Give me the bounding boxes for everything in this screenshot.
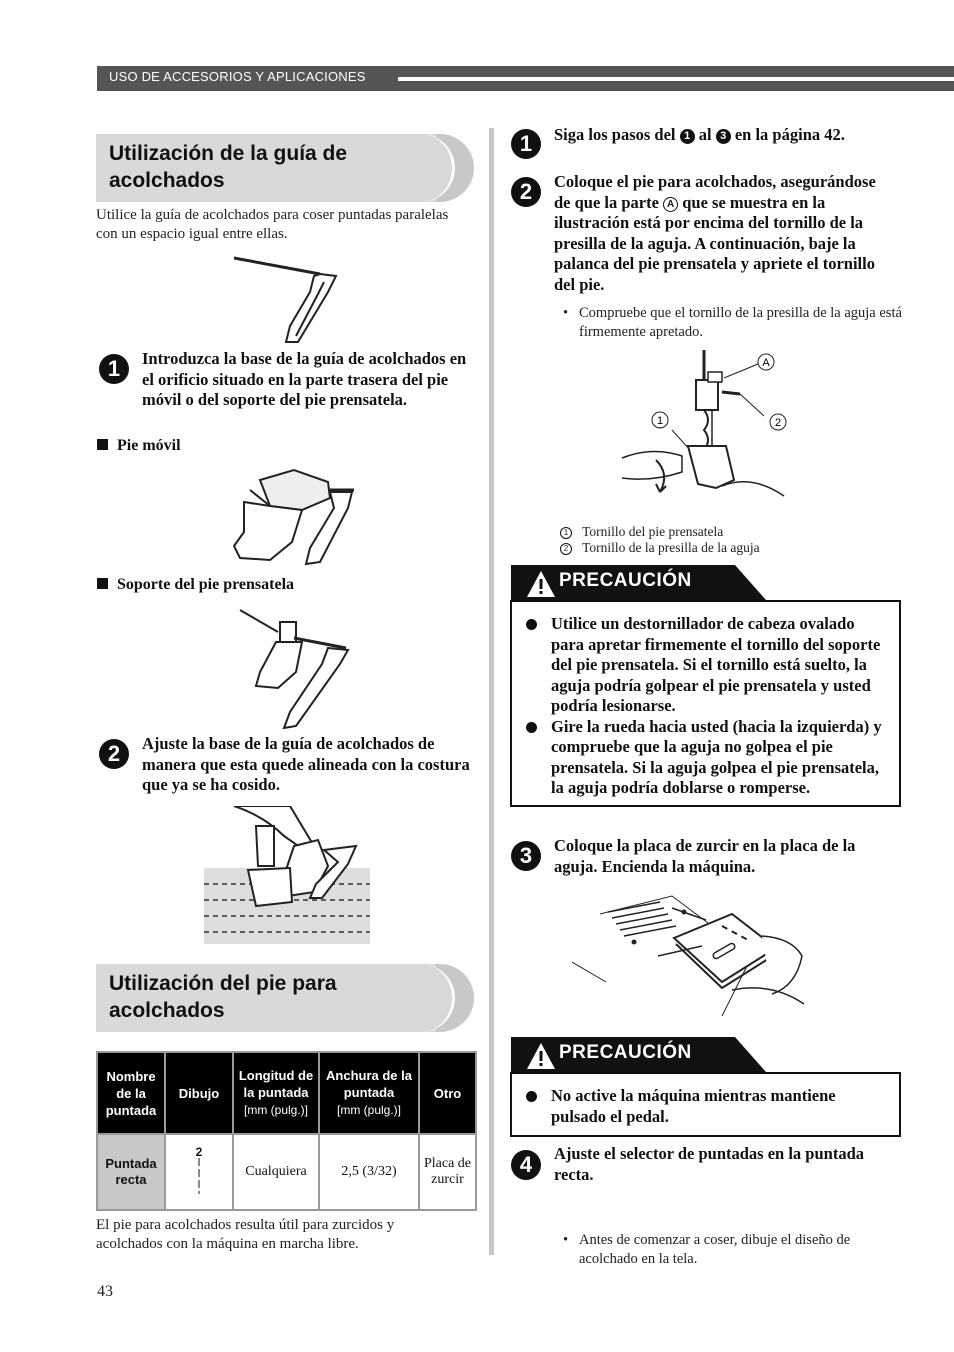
section-title: Utilización de la guía de acolchados: [109, 142, 348, 192]
step-ref-3-icon: 3: [716, 129, 731, 144]
walking-foot-illustration: [210, 462, 360, 570]
callout-2: 2: [774, 417, 782, 429]
stitch-table: [96, 1051, 477, 1211]
legend-item-1: 1 Tornillo del pie prensatela: [560, 524, 760, 540]
section-title: Utilización del pie para acolchados: [109, 972, 337, 1022]
section2-outro: El pie para acolchados resulta útil para zurcidos y acolchados con la máquina en marcha libre.: [96, 1217, 395, 1252]
legend-item-2: 2 Tornillo de la presilla de la aguja: [560, 540, 760, 556]
table-header-row: [97, 1052, 476, 1134]
cell-anchura: 2,5 (3/32): [319, 1134, 419, 1210]
bullet-dot-icon: [526, 1091, 537, 1102]
label-soporte: Soporte del pie prensatela: [97, 575, 294, 596]
section-heading-quilting-foot: [96, 964, 474, 1032]
right-step2-instruction: Coloque el pie para acolchados, asegurándose de que la parte A que se muestra en la ilustración está por encima del tornillo de la presilla de la aguja. A continuación, baje la palanca del pie prensatela y apriete el tornillo del pie.: [554, 172, 876, 294]
page-number: 43: [97, 1283, 113, 1300]
bullet-dot-icon: [526, 619, 537, 630]
presser-foot-screw-illustration: [612, 350, 794, 520]
cell-otro: Placa de zurcir: [419, 1134, 476, 1210]
precaution-tab-2: [511, 1037, 766, 1072]
precaution-item: No active la máquina mientras mantiene pulsado el pedal.: [512, 1086, 889, 1127]
precaution-label: PRECAUCIÓN: [559, 1042, 692, 1063]
callout-1: 1: [656, 415, 664, 427]
step2-instruction: Ajuste la base de la guía de acolchados de manera que esta quede alineada con la costura que ya se ha cosido.: [142, 734, 470, 794]
step1-instruction: Introduzca la base de la guía de acolchados en el orificio situado en la parte trasera del pie móvil o del soporte del pie prensatela.: [142, 349, 467, 409]
precaution-label: PRECAUCIÓN: [559, 570, 692, 591]
header-section-title: USO DE ACCESORIOS Y APLICACIONES: [109, 69, 366, 84]
step-ref-1-icon: 1: [680, 129, 695, 144]
cell-longitud: Cualquiera: [233, 1134, 319, 1210]
right-step4-bullet: • Antes de comenzar a coser, dibuje el diseño de acolchado en la tela.: [561, 1231, 911, 1268]
precaution-tab-1: [511, 565, 766, 600]
precaution-item: Utilice un destornillador de cabeza ovalado para apretar firmemente el tornillo del soporte del pie prensatela. Si el tornillo está suelto, la aguja podría golpear el pie prensatela y usted podría lesionarse.: [512, 614, 889, 717]
step-number-2: 2: [99, 739, 129, 769]
figure-legend: [560, 524, 760, 556]
straight-stitch-icon: [197, 1158, 201, 1194]
precaution-box-2: [510, 1072, 901, 1137]
col-header-name: Nombre de la puntada: [97, 1052, 165, 1134]
foot-holder-illustration: [230, 608, 354, 732]
column-divider: [489, 128, 494, 1255]
col-header-dibujo: Dibujo: [165, 1052, 233, 1134]
right-step4-instruction: Ajuste el selector de puntadas en la puntada recta.: [554, 1144, 865, 1184]
right-step2-bullet: • Compruebe que el tornillo de la presilla de la aguja está firmemente apretado.: [561, 304, 911, 341]
square-bullet-icon: [97, 439, 108, 450]
step-number-3: 3: [511, 841, 541, 871]
step-number-4: 4: [511, 1150, 541, 1180]
table-row: [97, 1134, 476, 1210]
col-header-otro: Otro: [419, 1052, 476, 1134]
sewing-with-guide-illustration: [204, 806, 370, 944]
quilting-guide-illustration: [228, 252, 344, 348]
step-number-1: 1: [99, 354, 129, 384]
col-header-longitud: Longitud de la puntada [mm (pulg.)]: [233, 1052, 319, 1134]
label-pie-movil: Pie móvil: [97, 436, 181, 457]
step-number-2: 2: [511, 177, 541, 207]
section1-intro: Utilice la guía de acolchados para coser puntadas paralelas con un espacio igual entre ellas.: [96, 207, 449, 242]
square-bullet-icon: [97, 578, 108, 589]
precaution-box-1: [510, 600, 901, 807]
col-header-anchura: Anchura de la puntada [mm (pulg.)]: [319, 1052, 419, 1134]
section-heading-quilting-guide: [96, 134, 474, 202]
callout-a: A: [762, 357, 770, 369]
right-step1-instruction: Siga los pasos del 1 al 3 en la página 42.: [554, 125, 845, 144]
marker-a-icon: A: [663, 197, 678, 212]
right-step3-instruction: Coloque la placa de zurcir en la placa de la aguja. Encienda la máquina.: [554, 836, 856, 876]
precaution-item: Gire la rueda hacia usted (hacia la izquierda) y compruebe que la aguja no golpea el pie prensatela. Si la aguja golpea el pie prensatela, la aguja podría doblarse o romperse.: [512, 717, 889, 799]
header-rule: [398, 77, 954, 81]
darning-plate-illustration: [572, 886, 812, 1018]
cell-dibujo: 2: [165, 1134, 233, 1210]
step-number-1: 1: [511, 129, 541, 159]
bullet-dot-icon: [526, 722, 537, 733]
cell-name: Puntada recta: [97, 1134, 165, 1210]
